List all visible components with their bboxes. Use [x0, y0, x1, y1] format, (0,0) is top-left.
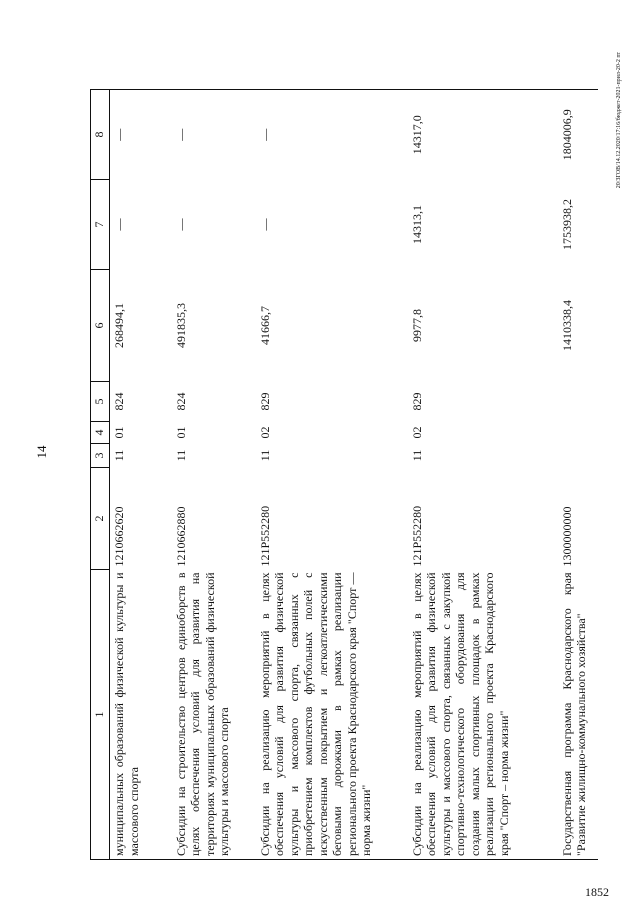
target-code: 121Р552280 [257, 505, 272, 567]
column-header: 7 [91, 180, 110, 270]
table-row [558, 90, 598, 860]
subsection-code: 01 [173, 426, 188, 439]
amount-col7: — [257, 218, 272, 231]
amount-col6: 268494,1 [112, 303, 126, 348]
amount-col6: 491835,3 [173, 303, 188, 348]
expense-type: 829 [409, 392, 424, 411]
amount-col6: 1410338,4 [559, 300, 574, 351]
target-code: 1300000000 [559, 506, 574, 567]
section-code: 11 [173, 449, 188, 462]
column-header: 6 [91, 270, 110, 382]
column-header: 1 [91, 570, 110, 860]
amount-col7: 14313,1 [409, 205, 424, 244]
amount-col8: — [172, 90, 256, 180]
subsection-code: 02 [257, 426, 272, 439]
section-code: 11 [409, 449, 424, 462]
table-row [256, 90, 408, 860]
table-row [110, 90, 172, 860]
folio-number: 1852 [585, 885, 609, 899]
target-code: 121Р552280 [409, 505, 424, 567]
file-stamp: 20/ЗГОВ/14.12.2020/17:16/бюджет-2021-прил-20-2 пт [616, 51, 622, 189]
header-row [91, 90, 110, 860]
expense-type [558, 382, 598, 422]
column-header: 4 [91, 422, 110, 444]
row-name: муниципальных образований физической культуры и массового спорта [110, 570, 172, 860]
rotated-page [90, 90, 590, 860]
subsection-code: 01 [112, 426, 126, 439]
budget-table [90, 89, 598, 860]
amount-col6: 9977,8 [409, 309, 424, 342]
amount-col8: 14317,0 [408, 90, 558, 180]
expense-type: 824 [112, 392, 126, 411]
row-name: Субсидии на строительство центров единоборств в целях обеспечения условий для развития на территориях муниципальных образований физической культуры и массового спорта [172, 570, 256, 860]
table-row [172, 90, 256, 860]
amount-col8: — [110, 90, 172, 180]
section-code: 11 [112, 449, 126, 462]
amount-col6: 41666,7 [257, 306, 272, 345]
subsection-code [558, 422, 598, 444]
target-code: 1210662620 [112, 506, 126, 567]
amount-col7: — [173, 218, 188, 231]
expense-type: 829 [257, 392, 272, 411]
subsection-code: 02 [409, 426, 424, 439]
column-header: 8 [91, 90, 110, 180]
column-header: 3 [91, 444, 110, 468]
page-number: 14 [34, 445, 49, 459]
row-name: Субсидии на реализацию мероприятий в целях обеспечения условий для развития физической культуры и массового спорта, связанных с приобретением комплектов футбольных полей с искусственным покрытием и легкоатлетическими беговыми дорожками в рамках реализации регионального проекта Краснодарского края "Спорт — норма жизни" [256, 570, 408, 860]
column-header: 2 [91, 468, 110, 570]
row-name: Государственная программа Краснодарского края "Развитие жилищно-коммунального хозяйства" [558, 570, 598, 860]
expense-type: 824 [173, 392, 188, 411]
amount-col7: 1753938,2 [559, 199, 574, 250]
amount-col8: 1804006,9 [558, 90, 598, 180]
section-code [558, 444, 598, 468]
target-code: 1210662880 [173, 506, 188, 567]
table-row [408, 90, 558, 860]
row-name: Субсидии на реализацию мероприятий в целях обеспечения условий для развития физической культуры и массового спорта, связанных с закупкой спортивно-технологического оборудования для создания малых спортивных площадок в рамках реализации регионального проекта Краснодарского края "Спорт – норма жизни" [408, 570, 558, 860]
amount-col8: — [256, 90, 408, 180]
amount-col7: — [112, 218, 126, 231]
column-header: 5 [91, 382, 110, 422]
section-code: 11 [257, 449, 272, 462]
